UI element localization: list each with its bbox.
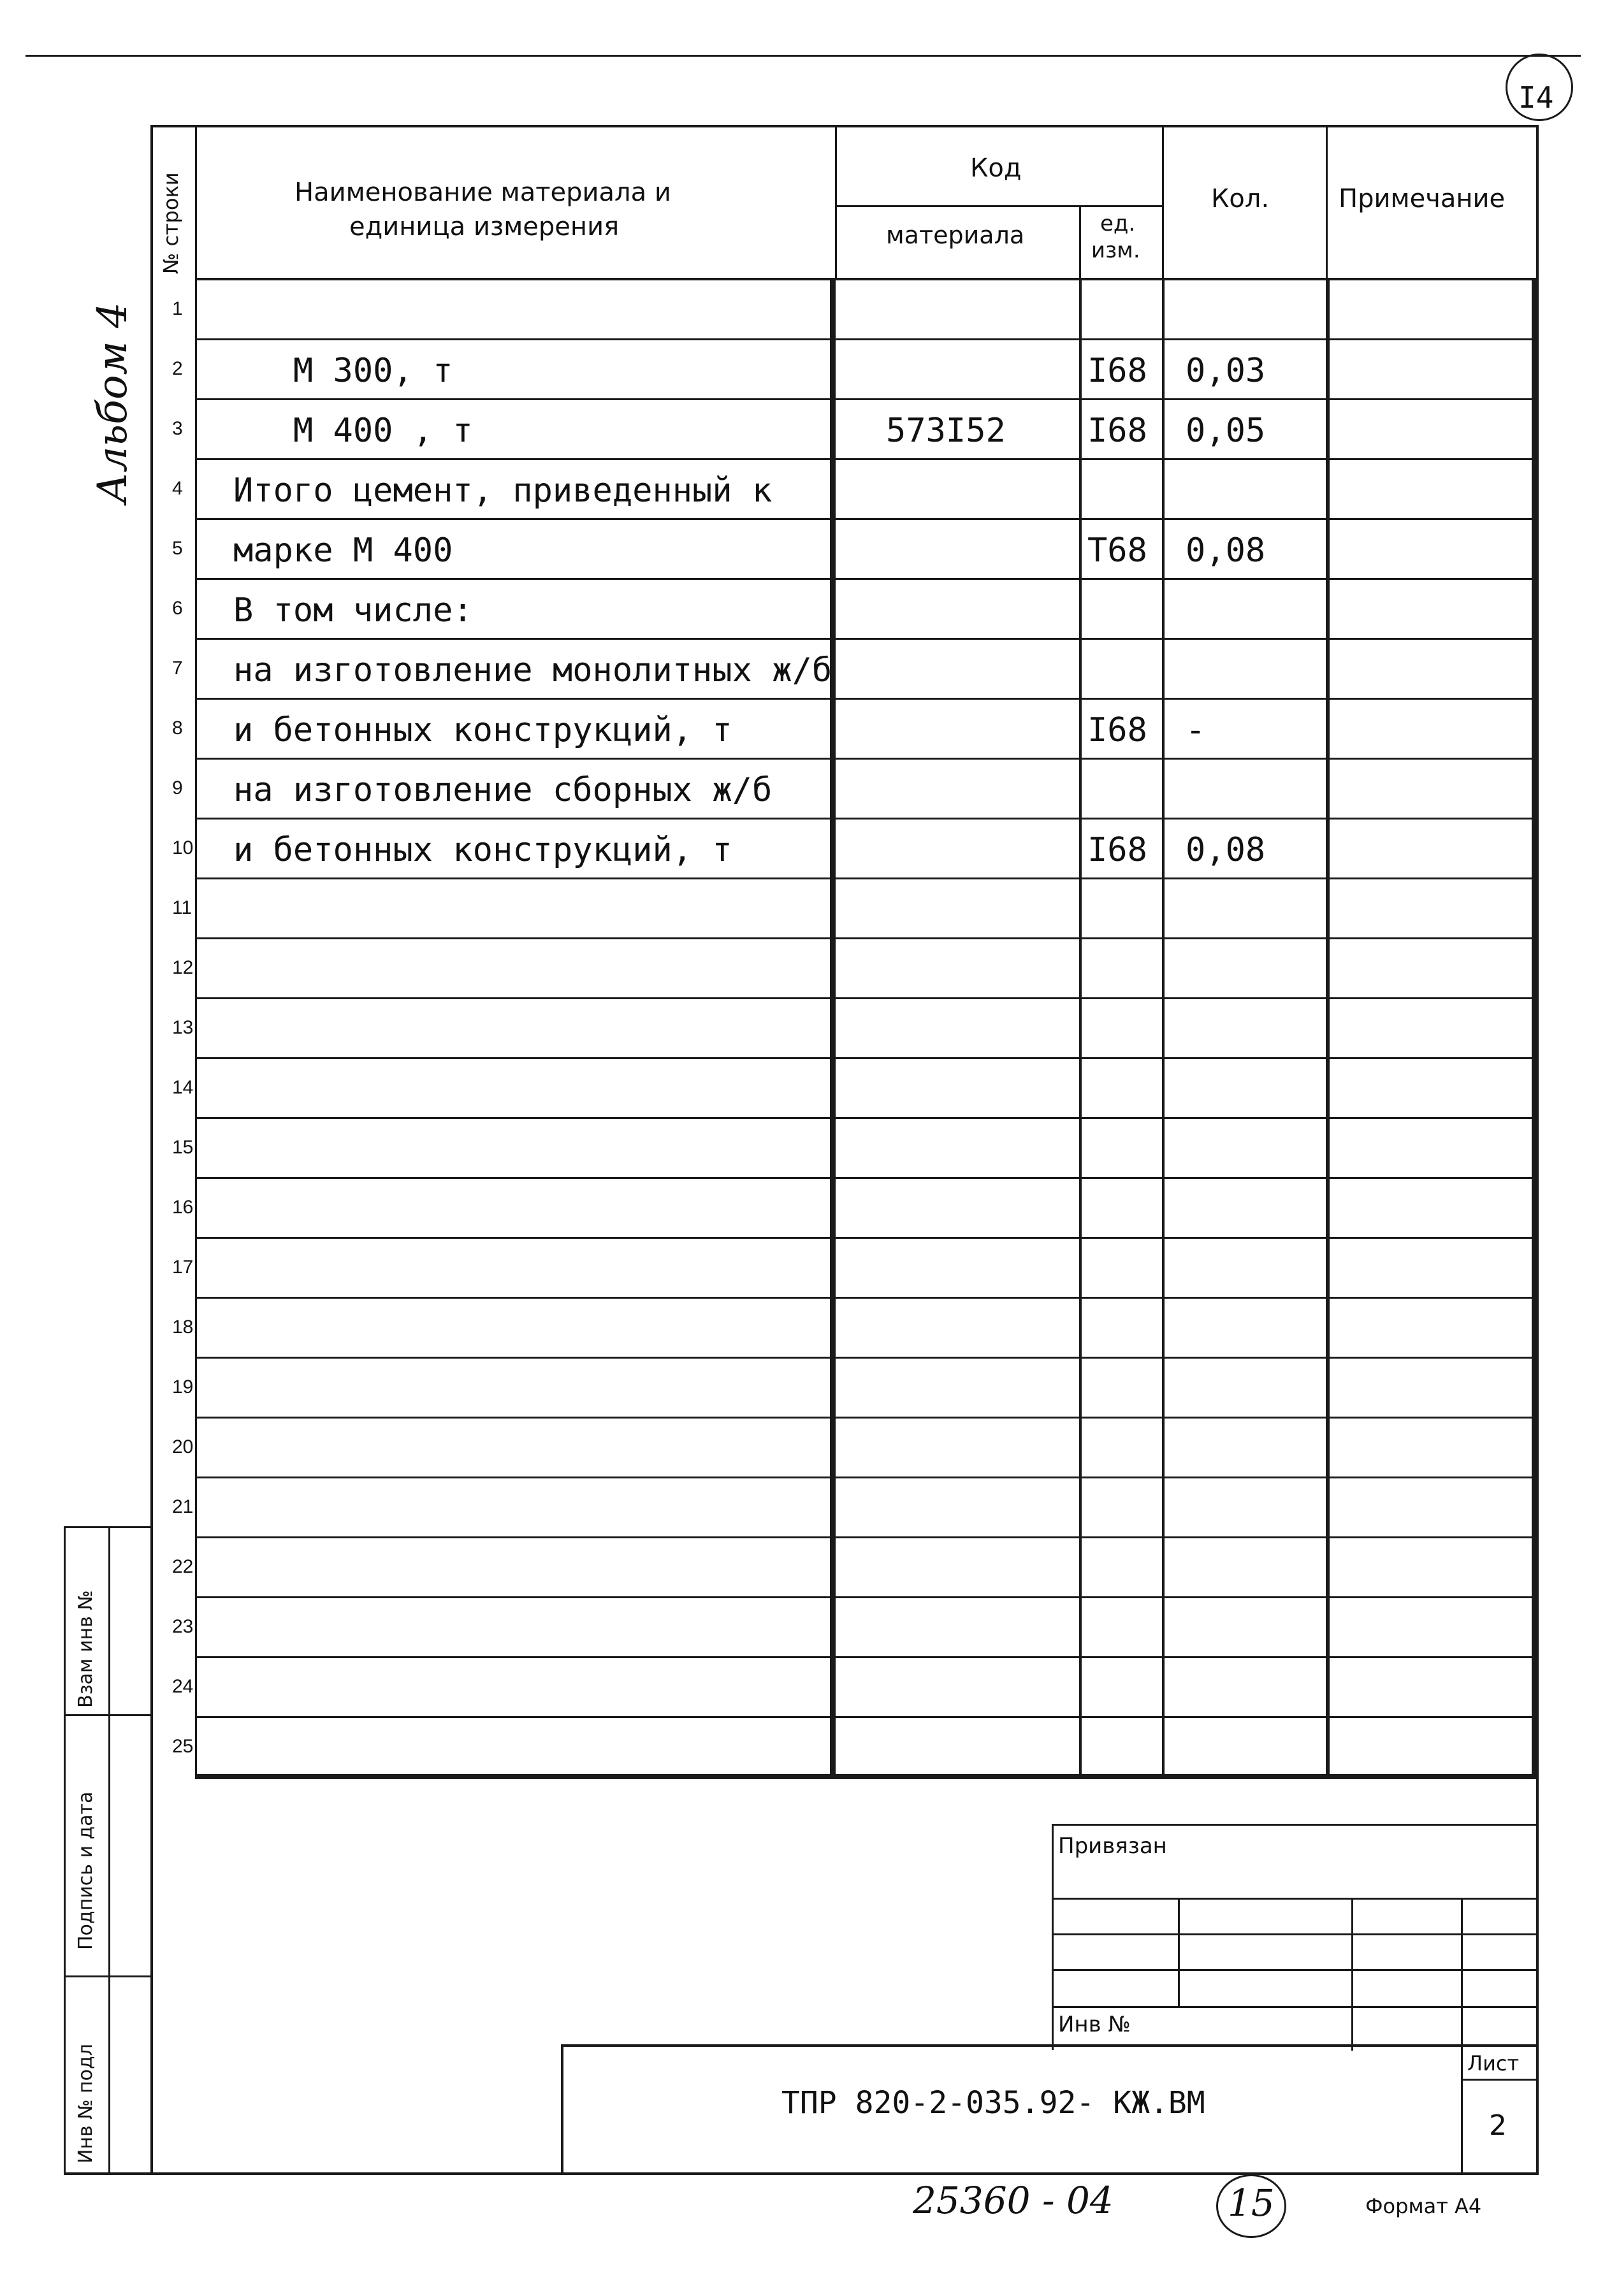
row-name: M 300, т [233,352,453,390]
grid-line-right [1532,278,1537,1779]
header-note: Примечание [1339,184,1506,213]
row-number: 4 [172,478,183,499]
table-row-line [195,1776,1536,1778]
grid-line-qty [1326,278,1330,1779]
header-row-no: № строки [159,172,183,274]
row-unit-code: T68 [1087,531,1147,570]
row-number: 9 [172,777,183,798]
table-row-line [195,1417,1536,1419]
row-number: 3 [172,418,183,439]
tb-line-4 [1052,2006,1536,2008]
tb-v-1 [1178,1898,1180,2006]
row-number: 8 [172,718,183,739]
header-code: Код [970,154,1022,183]
header-unit-b: изм. [1091,238,1140,263]
row-number: 25 [172,1736,194,1757]
header-material: материала [886,221,1025,249]
stamp-left-line [64,1526,66,2174]
table-row-line [195,1596,1536,1598]
row-number: 14 [172,1077,194,1098]
stamp-split-1 [64,1714,153,1716]
table-row-line [195,1357,1536,1359]
tb-privyazan: Привязан [1058,1833,1167,1859]
table-row-line [195,997,1536,999]
row-unit-code: I68 [1087,352,1147,390]
row-number: 7 [172,658,183,679]
col-line-material [1079,205,1081,278]
grid-line-unit [1162,278,1165,1779]
table-row-line [195,1177,1536,1179]
frame-left [150,125,153,2174]
tb-code-top [561,2044,1536,2047]
row-qty: 0,05 [1186,412,1266,450]
row-qty: - [1186,711,1206,749]
stamp-split-2 [64,1975,153,1977]
row-number: 6 [172,598,183,619]
top-rule [25,55,1581,57]
table-row-line [195,1297,1536,1299]
table-row-line [195,1716,1536,1718]
album-note: Альбом 4 [89,302,136,503]
table-row-line [195,1057,1536,1059]
table-row-line [195,1117,1536,1119]
tb-left [1052,1824,1054,2050]
col-line-name [835,125,837,278]
row-number: 10 [172,837,194,858]
row-number: 24 [172,1676,194,1697]
row-unit-code: I68 [1087,831,1147,869]
table-row-line [195,758,1536,760]
stamp-inv: Инв № подл [75,2044,97,2163]
table-row-line [195,1656,1536,1658]
row-qty: 0,08 [1186,531,1266,570]
tb-line-2 [1052,1933,1536,1935]
stamp-mid-line [108,1526,110,2174]
tb-inv-no: Инв № [1058,2012,1131,2037]
row-number: 15 [172,1137,194,1158]
tb-v-3 [1461,1898,1463,2174]
table-row-line [195,937,1536,939]
table-row-line [195,518,1536,520]
table-row-line [195,458,1536,460]
row-unit-code: I68 [1087,711,1147,749]
footer-circle-no: 15 [1228,2181,1275,2225]
row-number: 18 [172,1317,194,1338]
table-row-line [195,877,1536,879]
row-number: 16 [172,1197,194,1218]
tb-top [1052,1824,1536,1826]
stamp-vzam: Взам инв № [75,1590,97,1708]
row-qty: 0,03 [1186,352,1266,390]
tb-code-left [561,2044,563,2174]
row-name: В том числе: [233,591,473,630]
frame-top [150,125,1539,127]
row-name: на изготовление сборных ж/б [233,771,773,809]
row-name: и бетонных конструкций, т [233,711,732,749]
page-number: I4 [1518,80,1554,115]
header-unit-a: ед. [1100,211,1136,236]
row-material-code: 573I52 [886,412,1006,450]
stamp-top-line [64,1526,153,1528]
row-number: 21 [172,1496,194,1517]
tb-doc-code: ТПР 820-2-035.92- КЖ.ВМ [781,2085,1205,2121]
table-row-line [195,398,1536,400]
row-number: 20 [172,1436,194,1457]
table-row-line [195,638,1536,640]
header-bottom [195,278,1536,280]
tb-v-2 [1351,1898,1353,2051]
frame-bottom [64,2172,1539,2175]
table-row-line [195,818,1536,819]
row-number: 1 [172,298,183,319]
stamp-podpis: Подпись и дата [75,1791,97,1950]
row-name: марке М 400 [233,531,453,570]
grid-line-name [830,278,836,1779]
row-number: 23 [172,1616,194,1637]
footer-archive-no: 25360 - 04 [913,2179,1114,2222]
row-unit-code: I68 [1087,412,1147,450]
col-line-rowno [195,125,197,1779]
footer-format: Формат А4 [1365,2194,1482,2218]
header-qty: Кол. [1211,184,1270,213]
row-name: Итого цемент, приведенный к [233,472,773,510]
grid-line-material [1079,278,1082,1779]
table-row-line [195,1536,1536,1538]
row-number: 5 [172,538,183,559]
table-row-line [195,1237,1536,1239]
table-row-line [195,1477,1536,1478]
table-row-line [195,578,1536,580]
row-name: на изготовление монолитных ж/б [233,651,832,690]
row-number: 12 [172,957,194,978]
tb-sheet-split [1461,2079,1536,2081]
tb-line-1 [1052,1898,1536,1900]
row-number: 22 [172,1556,194,1577]
tb-line-3 [1052,1969,1536,1971]
col-line-unit [1162,125,1164,278]
header-name-line2: единица измерения [349,212,620,242]
col-line-qty [1326,125,1328,278]
table-row-line [195,698,1536,700]
row-number: 13 [172,1017,194,1038]
tb-sheet-no: 2 [1489,2109,1507,2142]
header-code-split [835,205,1162,207]
row-number: 17 [172,1257,194,1278]
row-qty: 0,08 [1186,831,1266,869]
row-number: 19 [172,1376,194,1397]
row-number: 2 [172,358,183,379]
row-number: 11 [172,897,192,918]
header-name-line1: Наименование материала и [294,178,671,207]
tb-sheet-label: Лист [1467,2051,1520,2076]
table-row-line [195,338,1536,340]
row-name: M 400 , т [233,412,473,450]
row-name: и бетонных конструкций, т [233,831,732,869]
